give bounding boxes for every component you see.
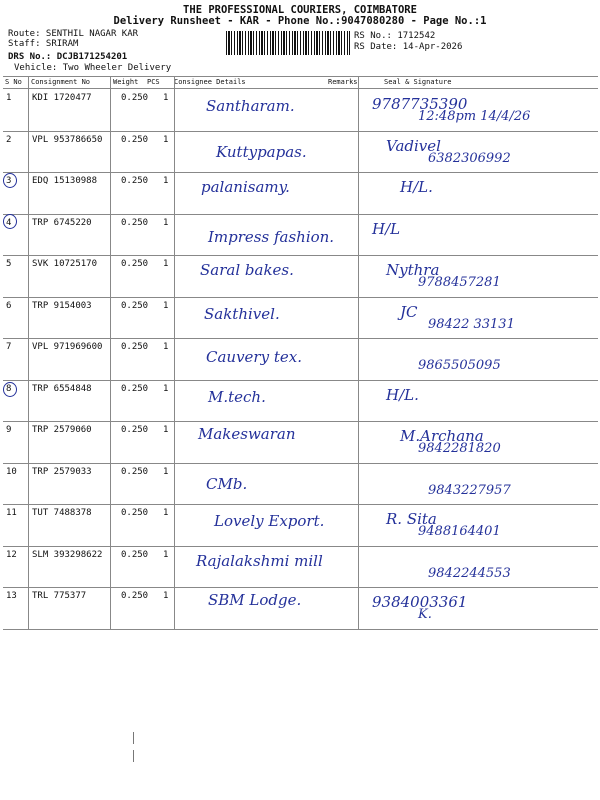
- row-phone-handwritten: 98422 33131: [428, 316, 515, 332]
- col-divider: [358, 77, 359, 630]
- row-sno: 7: [6, 342, 12, 352]
- row-pcs: 1: [163, 259, 169, 269]
- row-consignment-no: EDQ 15130988: [32, 176, 98, 186]
- row-signature-handwritten: H/L: [372, 219, 401, 238]
- row-consignee-handwritten: Kuttypapas.: [216, 142, 307, 161]
- row-consignment-no: TRP 2579060: [32, 425, 92, 435]
- col-weight-header: Weight: [113, 78, 139, 86]
- row-sno: 4: [6, 217, 12, 228]
- row-phone-handwritten: 9842281820: [418, 441, 501, 456]
- row-signature-handwritten: Nythra: [386, 261, 440, 279]
- row-divider: [3, 297, 598, 298]
- row-phone-handwritten: 6382306992: [428, 150, 511, 166]
- row-phone-handwritten: 9842244553: [428, 565, 511, 581]
- margin-tick: [133, 732, 134, 744]
- row-sno: 13: [6, 591, 17, 601]
- row-pcs: 1: [163, 508, 169, 518]
- row-pcs: 1: [163, 591, 169, 601]
- row-sno: 3: [6, 176, 12, 186]
- col-consignment-header: Consignment No: [31, 78, 91, 86]
- row-consignment-no: TRL 775377: [32, 591, 87, 601]
- row-pcs: 1: [163, 217, 169, 228]
- table-top-border: [3, 76, 598, 77]
- row-signature-handwritten: JC: [400, 302, 418, 321]
- row-signature-handwritten: Vadivel: [386, 136, 441, 155]
- row-sno: 8: [6, 383, 12, 394]
- row-signature-handwritten: 9384003361: [372, 593, 468, 611]
- row-consignment-no: KDI 1720477: [32, 93, 92, 103]
- row-consignment-no: TUT 7488378: [32, 508, 92, 518]
- row-consignee-handwritten: SBM Lodge.: [208, 591, 302, 609]
- row-divider: [3, 172, 598, 173]
- row-weight: 0.250: [121, 176, 149, 186]
- row-pcs: 1: [163, 549, 169, 560]
- row-pcs: 1: [163, 466, 169, 477]
- col-divider: [28, 77, 29, 630]
- col-sno-header: S No: [5, 78, 22, 86]
- row-consignment-no: TRP 9154003: [32, 300, 92, 311]
- row-pcs: 1: [163, 425, 169, 435]
- row-weight: 0.250: [121, 466, 149, 477]
- runsheet-subtitle: Delivery Runsheet - KAR - Phone No.:9047080280 - Page No.:1: [113, 15, 487, 27]
- row-sno: 9: [6, 425, 12, 435]
- row-sno: 1: [6, 93, 12, 103]
- row-divider: [3, 255, 598, 256]
- rs-date: RS Date: 14-Apr-2026: [354, 42, 463, 52]
- row-signature-handwritten: H/L.: [400, 178, 433, 196]
- col-divider: [174, 77, 175, 630]
- row-consignee-handwritten: Makeswaran: [198, 425, 296, 443]
- row-signature-handwritten: R. Sita: [386, 510, 437, 528]
- row-weight: 0.250: [121, 259, 149, 269]
- row-consignee-handwritten: Santharam.: [206, 97, 295, 115]
- row-consignment-no: VPL 953786650: [32, 134, 103, 145]
- row-weight: 0.250: [121, 549, 149, 560]
- company-title: THE PROFESSIONAL COURIERS, COIMBATORE: [183, 4, 417, 16]
- row-divider: [3, 214, 598, 215]
- row-divider: [3, 338, 598, 339]
- row-divider: [3, 463, 598, 464]
- row-consignee-handwritten: Saral bakes.: [200, 261, 294, 279]
- row-weight: 0.250: [121, 300, 149, 311]
- ink-circle: [3, 382, 17, 397]
- row-divider: [3, 629, 598, 630]
- row-pcs: 1: [163, 176, 169, 186]
- col-pcs-header: PCS: [147, 78, 160, 86]
- row-consignee-handwritten: Rajalakshmi mill: [196, 551, 323, 570]
- row-consignee-handwritten: Sakthivel.: [204, 304, 280, 323]
- row-consignment-no: TRP 6554848: [32, 383, 92, 394]
- row-divider: [3, 380, 598, 381]
- row-phone-handwritten: 9488164401: [418, 524, 501, 539]
- row-pcs: 1: [163, 93, 169, 103]
- row-weight: 0.250: [121, 217, 149, 228]
- ink-circle: [3, 173, 17, 188]
- row-consignee-handwritten: Lovely Export.: [214, 512, 325, 530]
- row-weight: 0.250: [121, 93, 149, 103]
- vehicle-label: Vehicle: Two Wheeler Delivery: [14, 63, 172, 73]
- row-weight: 0.250: [121, 425, 149, 435]
- row-phone-handwritten: 9788457281: [418, 275, 501, 290]
- row-divider: [3, 546, 598, 547]
- col-seal-header: Seal & Signature: [384, 78, 452, 86]
- row-consignment-no: SVK 10725170: [32, 259, 98, 269]
- route-label: Route: SENTHIL NAGAR KAR: [8, 29, 139, 39]
- row-phone-handwritten: 9865505095: [418, 358, 501, 373]
- row-sno: 2: [6, 134, 12, 145]
- row-weight: 0.250: [121, 134, 149, 145]
- row-sno: 5: [6, 259, 12, 269]
- row-consignment-no: TRP 6745220: [32, 217, 92, 228]
- col-divider: [110, 77, 111, 630]
- rs-number: RS No.: 1712542: [354, 31, 436, 41]
- row-consignee-handwritten: palanisamy.: [201, 178, 290, 196]
- row-divider: [3, 587, 598, 588]
- barcode: [226, 31, 350, 55]
- col-consignee-header: Consignee Details: [174, 78, 246, 86]
- col-remarks-header: Remarks: [328, 78, 358, 86]
- header-bottom-border: [3, 88, 598, 89]
- row-consignment-no: SLM 393298622: [32, 549, 103, 560]
- row-signature-handwritten: H/L.: [386, 385, 419, 404]
- row-consignee-handwritten: Cauvery tex.: [206, 348, 302, 366]
- drs-number: DRS No.: DCJB171254201: [8, 52, 128, 62]
- row-divider: [3, 504, 598, 505]
- row-weight: 0.250: [121, 508, 149, 518]
- row-signature-handwritten: M.Archana: [400, 427, 484, 445]
- row-phone-handwritten: K.: [418, 607, 432, 622]
- row-signature-handwritten: 9787735390: [372, 95, 468, 113]
- ink-circle: [3, 214, 17, 229]
- row-pcs: 1: [163, 383, 169, 394]
- row-divider: [3, 131, 598, 132]
- row-weight: 0.250: [121, 342, 149, 352]
- row-sno: 11: [6, 508, 17, 518]
- row-sno: 10: [6, 466, 17, 477]
- row-weight: 0.250: [121, 383, 149, 394]
- row-consignee-handwritten: M.tech.: [208, 387, 266, 406]
- row-sno: 12: [6, 549, 17, 560]
- row-weight: 0.250: [121, 591, 149, 601]
- row-pcs: 1: [163, 300, 169, 311]
- row-sno: 6: [6, 300, 12, 311]
- row-consignment-no: TRP 2579033: [32, 466, 92, 477]
- row-pcs: 1: [163, 134, 169, 145]
- row-pcs: 1: [163, 342, 169, 352]
- row-consignee-handwritten: CMb.: [206, 474, 248, 493]
- staff-label: Staff: SRIRAM: [8, 39, 79, 49]
- margin-tick: [133, 750, 134, 762]
- row-phone-handwritten: 12:48pm 14/4/26: [418, 109, 531, 124]
- row-consignment-no: VPL 971969600: [32, 342, 103, 352]
- row-consignee-handwritten: Impress fashion.: [208, 227, 335, 246]
- row-divider: [3, 421, 598, 422]
- row-phone-handwritten: 9843227957: [428, 482, 511, 498]
